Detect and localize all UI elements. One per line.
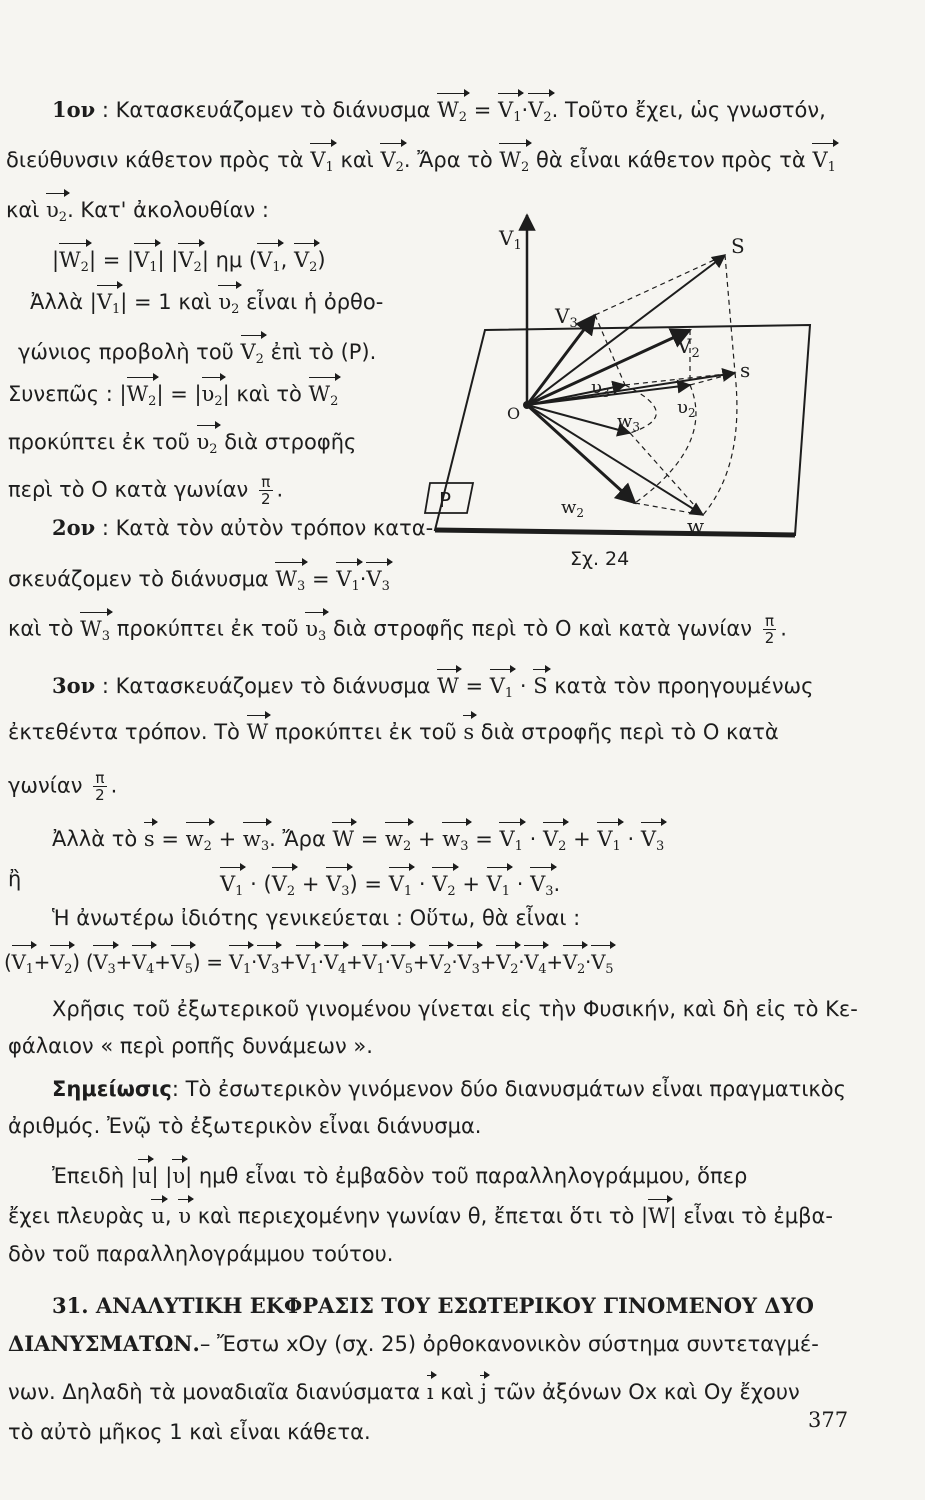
text: | = 1 καὶ xyxy=(120,290,219,314)
vector: $V_2$ xyxy=(380,146,403,182)
label-u3: $\upsilon_3$ xyxy=(591,377,610,400)
line-4-formula: $|W_2| = |V_1|$ $|V_2|$ ημ ($V_1$, $V_2$) xyxy=(52,246,326,282)
text: φάλαιον « περὶ ροπῆς δυνάμεων ». xyxy=(8,1034,373,1058)
text: προκύπτει ἐκ τοῦ xyxy=(110,616,306,641)
vector: $V_4$ xyxy=(324,948,346,984)
vector: $V_3$ xyxy=(366,565,389,601)
construction-lines xyxy=(527,255,737,515)
label-s: s xyxy=(740,358,751,382)
line-11: σκευάζομεν τὸ διάνυσμα $W_3 = V_1\cdot V_3$ xyxy=(8,565,390,601)
text: γώνιος προβολὴ τοῦ xyxy=(18,340,241,364)
vector: $V_2$ xyxy=(563,948,585,984)
vector: $V_1$ xyxy=(498,96,521,132)
line-20 xyxy=(52,995,858,1023)
line-5 xyxy=(30,288,383,324)
text: | εἶναι τὸ ἐμβα- xyxy=(669,1204,833,1228)
vector: $V_1$ xyxy=(229,948,251,984)
text: Ἀλλὰ τὸ xyxy=(52,827,144,851)
text: κατὰ τὸν προηγουμένως xyxy=(547,674,814,698)
label-u2: $\upsilon_2$ xyxy=(677,397,696,420)
label-V2: $V_2$ xyxy=(677,334,700,361)
text: ἢ xyxy=(8,867,22,891)
vector: ı xyxy=(426,1380,434,1404)
fraction-pi-2: $\frac{\pi}{2}$ xyxy=(95,769,105,804)
vector: $\upsilon_2$ xyxy=(202,380,223,416)
figure-24 xyxy=(415,205,885,595)
text: διεύθυνσιν κάθετον πρὸς τὰ xyxy=(6,148,311,172)
step-label: 3ον xyxy=(52,673,96,698)
label-V1: $V_1$ xyxy=(499,226,522,253)
label-O: O xyxy=(507,404,521,423)
vector: $V_1$ xyxy=(389,870,412,906)
vector: $V_3$ xyxy=(530,870,553,906)
vector: $V_3$ xyxy=(257,948,279,984)
line-3 xyxy=(6,196,269,232)
vector: $V_3$ xyxy=(457,948,479,984)
vector: $w_2$ xyxy=(186,825,212,861)
plane-edge xyxy=(435,530,795,535)
text: δὸν τοῦ παραλληλογράμμου τούτου. xyxy=(8,1242,394,1266)
vector: u xyxy=(137,1164,152,1188)
line-19-formula: $(V_1+V_2) (V_3+V_4+V_5) = V_1\cdot V_3+V_1\cdot V_4+V_1\cdot V_5+V_2\cdot V_3+V_2\cdot V_4+V_2\cdot V_5$ xyxy=(4,948,613,984)
line-17-formula: $V_1 \cdot (V_2 + V_3) = V_1 \cdot V_2 + V_1 \cdot V_3$. xyxy=(220,870,560,906)
vector: $V_1$ xyxy=(257,246,280,282)
vector: υ xyxy=(172,1164,186,1188)
line-12: καὶ τὸ $W_3$ προκύπτει ἐκ τοῦ $\upsilon_3$ διὰ στροφῆς περὶ τὸ Ο καὶ κατὰ γωνίαν $\frac{\pi}{2}$ . xyxy=(8,613,787,651)
vector: $V_1$ xyxy=(499,825,522,861)
text: θὰ εἶναι κάθετον πρὸς τὰ xyxy=(529,148,813,172)
text: : Κατασκευάζομεν τὸ διάνυσμα xyxy=(95,98,438,122)
vector: s xyxy=(463,720,475,744)
vector: $V_5$ xyxy=(391,948,413,984)
line-17-or xyxy=(8,865,21,893)
text: Ἐπειδὴ | xyxy=(52,1164,138,1188)
text: ἐπὶ τὸ (P). xyxy=(263,340,377,364)
text: εἶναι ἡ ὀρθο- xyxy=(239,290,384,314)
vector: $V_1$ xyxy=(97,288,120,324)
text: περὶ τὸ Ο κατὰ γωνίαν xyxy=(8,477,255,502)
line-22 xyxy=(52,1075,846,1103)
vector: $V_2$ xyxy=(432,870,455,906)
vector: $V_1$ xyxy=(362,948,384,984)
vector: W xyxy=(648,1204,670,1228)
vector: $W_2$ xyxy=(59,246,89,282)
text: | ημθ εἶναι τὸ ἐμβαδὸν τοῦ παραλληλογράμμου, ὅπερ xyxy=(185,1164,748,1188)
line-6 xyxy=(18,338,376,374)
text: νων. Δηλαδὴ τὰ μοναδιαῖα διανύσματα xyxy=(8,1380,427,1404)
vector: $V_1$ xyxy=(487,870,510,906)
vector: $W_2$ xyxy=(499,146,529,182)
vector: W xyxy=(246,720,269,744)
line-13: 3ον : Κατασκευάζομεν τὸ διάνυσμα $W = V_1 \cdot S$ κατὰ τὸν προηγουμένως xyxy=(52,672,813,708)
text: : Τὸ ἐσωτερικὸν γινόμενον δύο διανυσμάτων εἶναι πραγματικὸς xyxy=(171,1077,846,1101)
label-V3: $V_3$ xyxy=(555,304,578,331)
step-label: 1ον xyxy=(52,97,96,122)
label-w3: $w_3$ xyxy=(617,411,641,434)
line-25: ἔχει πλευρὰς u, υ καὶ περιεχομένην γωνίαν θ, ἔπεται ὅτι τὸ |W| εἶναι τὸ ἐμβα- xyxy=(8,1204,833,1228)
section-heading xyxy=(52,1292,814,1320)
vector: $w_2$ xyxy=(385,825,411,861)
vector: $V_2$ xyxy=(528,96,551,132)
text: | καὶ τὸ xyxy=(222,382,309,406)
line-28 xyxy=(8,1330,819,1358)
vector: $V_1$ xyxy=(310,146,333,182)
page-number: 377 xyxy=(808,1408,849,1432)
vector: $V_4$ xyxy=(132,948,154,984)
vector: $V_1$ xyxy=(812,146,835,182)
vector: $W_2$ xyxy=(309,380,339,416)
text: : Κατὰ τὸν αὐτὸν τρόπον κατα- xyxy=(95,516,434,540)
vector: $w_3$ xyxy=(243,825,269,861)
vector: $W_2$ xyxy=(127,380,157,416)
line-10 xyxy=(52,514,433,542)
line-9: περὶ τὸ Ο κατὰ γωνίαν $\frac{\pi}{2}$ . xyxy=(8,473,284,508)
vector: $V_3$ xyxy=(641,825,664,861)
text: γωνίαν xyxy=(8,773,90,798)
text: ἐκτεθέντα τρόπον. Τὸ xyxy=(8,720,247,744)
vector: $V_4$ xyxy=(524,948,546,984)
text: Συνεπῶς : | xyxy=(8,382,127,406)
vector: $w_3$ xyxy=(442,825,468,861)
label-W: w xyxy=(687,514,705,538)
text: καὶ περιεχομένην γωνίαν θ, ἔπεται ὅτι τὸ | xyxy=(191,1204,649,1228)
text: διὰ στροφῆς περὶ τὸ Ο καὶ κατὰ γωνίαν xyxy=(326,616,759,641)
vector: $V_1$ xyxy=(336,565,359,601)
section-heading-cont: ΔΙΑΝΥΣΜΑΤΩΝ. xyxy=(8,1331,200,1356)
vector: S xyxy=(533,674,548,698)
label-P: P xyxy=(439,488,452,512)
vector: $W_3$ xyxy=(80,615,110,651)
line-18 xyxy=(52,904,580,932)
text: τὸ αὐτὸ μῆκος 1 καὶ εἶναι κάθετα. xyxy=(8,1420,371,1444)
vector: $V_2$ xyxy=(50,948,72,984)
line-8 xyxy=(8,428,356,464)
text: προκύπτει ἐκ τοῦ xyxy=(8,430,197,454)
text: . Κατ' ἀκολουθίαν : xyxy=(67,198,269,222)
vector: $\upsilon_2$ xyxy=(197,428,218,464)
label-w2: $w_2$ xyxy=(561,497,585,520)
text: Ἡ ἀνωτέρω ἰδιότης γενικεύεται : Οὕτω, θὰ εἶναι : xyxy=(52,906,581,930)
vector: u xyxy=(151,1204,165,1228)
text: Ἀλλὰ | xyxy=(30,290,97,314)
vector-diagram xyxy=(415,205,885,595)
vector: s xyxy=(143,827,155,851)
line-24 xyxy=(52,1162,747,1190)
vector: W xyxy=(437,674,459,698)
vector: $V_2$ xyxy=(178,246,201,282)
line-16: Ἀλλὰ τὸ $s = w_2 + w_3$. Ἄρα $W = w_2 + w_3 = V_1 \cdot V_2 + V_1 \cdot V_3$ xyxy=(52,825,664,861)
line-1 xyxy=(52,96,826,132)
fraction-pi-2: $\frac{\pi}{2}$ xyxy=(764,612,775,647)
text: καὶ xyxy=(433,1380,481,1404)
vector: $V_1$ xyxy=(12,948,34,984)
text: διὰ στροφῆς περὶ τὸ Ο κατὰ xyxy=(474,720,779,744)
text: ἔχει πλευρὰς xyxy=(8,1204,152,1228)
vector: $V_5$ xyxy=(171,948,193,984)
text: καὶ xyxy=(6,198,47,222)
line-2 xyxy=(6,146,836,182)
vector: $\upsilon_2$ xyxy=(46,196,67,232)
label-S: S xyxy=(731,234,745,258)
text: καὶ xyxy=(333,148,381,172)
line-30 xyxy=(8,1418,371,1446)
text: Χρῆσις τοῦ ἐξωτερικοῦ γινομένου γίνεται εἰς τὴν Φυσικήν, καὶ δὴ εἰς τὸ Κε- xyxy=(52,997,858,1021)
vector: $V_2$ xyxy=(543,825,566,861)
text: 31. ΑΝΑΛΥΤΙΚΗ ΕΚΦΡΑΣΙΣ ΤΟΥ ΕΣΩΤΕΡΙΚΟΥ ΓΙΝΟΜΕΝΟΥ ΔΥΟ xyxy=(52,1293,814,1318)
line-21 xyxy=(8,1032,373,1060)
vector: $V_1$ xyxy=(134,246,157,282)
line-23 xyxy=(8,1112,481,1140)
vector: $V_1$ xyxy=(597,825,620,861)
line-29 xyxy=(8,1378,800,1406)
vector: $W_2$ xyxy=(437,96,467,132)
vector: $\upsilon_2$ xyxy=(218,288,239,324)
text: = xyxy=(467,98,499,122)
text: ἀριθμός. Ἐνῷ τὸ ἐξωτερικὸν εἶναι διάνυσμα. xyxy=(8,1114,482,1138)
vector: $V_3$ xyxy=(326,870,349,906)
fraction-pi-2: $\frac{\pi}{2}$ xyxy=(260,473,271,508)
figure-caption: Σχ. 24 xyxy=(570,548,630,570)
text: . Ἄρα τὸ xyxy=(403,148,500,172)
line-26 xyxy=(8,1240,393,1268)
line-15: γωνίαν $\frac{\pi}{2}$ . xyxy=(8,769,118,804)
note-label: Σημείωσις xyxy=(52,1077,172,1101)
text: | | xyxy=(151,1164,173,1188)
text: τῶν ἀξόνων Ox καὶ Oy ἔχουν xyxy=(486,1380,800,1404)
text: προκύπτει ἐκ τοῦ xyxy=(268,720,464,744)
vector: $V_2$ xyxy=(294,246,317,282)
vector: υ xyxy=(178,1204,192,1228)
text: καὶ τὸ xyxy=(8,616,81,641)
line-14 xyxy=(8,718,779,746)
origin-point xyxy=(523,401,531,409)
vector: $V_3$ xyxy=(93,948,115,984)
W-arrow xyxy=(527,405,703,515)
text: · xyxy=(521,98,529,122)
text: – Ἔστω xOy (σχ. 25) ὀρθοκανονικὸν σύστημα συντεταγμέ- xyxy=(199,1332,819,1356)
line-7 xyxy=(8,380,338,416)
vector: j xyxy=(480,1380,487,1404)
vector: $V_1$ xyxy=(296,948,318,984)
vector: $V_2$ xyxy=(429,948,451,984)
vector: $\upsilon_3$ xyxy=(305,615,326,651)
vector: $V_2$ xyxy=(241,338,264,374)
text: . Ἄρα xyxy=(269,827,333,851)
step-label: 2ον xyxy=(52,515,96,540)
vector: $V_2$ xyxy=(272,870,295,906)
vector: $V_1$ xyxy=(490,672,513,708)
text: : Κατασκευάζομεν τὸ διάνυσμα xyxy=(95,674,438,698)
text: διὰ στροφῆς xyxy=(217,430,357,454)
text: | = | xyxy=(156,382,202,406)
vector: $V_5$ xyxy=(591,948,613,984)
text: . Τοῦτο ἔχει, ὡς γνωστόν, xyxy=(551,98,826,122)
vector: $V_1$ xyxy=(220,870,243,906)
text: σκευάζομεν τὸ διάνυσμα xyxy=(8,567,276,591)
vector: W xyxy=(332,827,355,851)
vector: $W_3$ xyxy=(275,565,305,601)
vector: $V_2$ xyxy=(496,948,518,984)
